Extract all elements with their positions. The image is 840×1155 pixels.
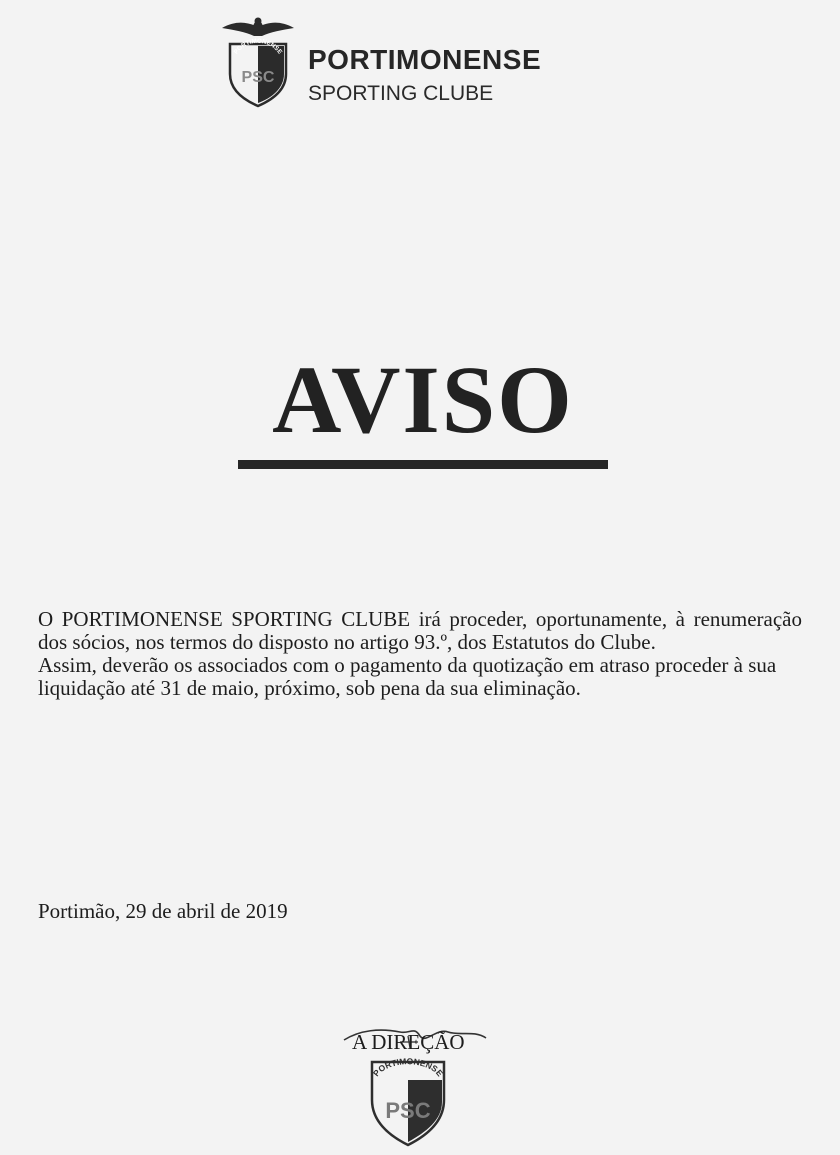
crest-ring-text: PORTIMONENSE bbox=[232, 37, 284, 56]
title-underline bbox=[238, 460, 608, 469]
psc-crest-icon bbox=[218, 16, 298, 108]
notice-body bbox=[38, 608, 802, 700]
stamp-monogram: PSC bbox=[385, 1098, 431, 1123]
signature-line: A DIREÇÃO bbox=[352, 1030, 465, 1054]
club-subtitle: SPORTING CLUBE bbox=[308, 82, 494, 105]
club-name: PORTIMONENSE bbox=[308, 44, 542, 75]
crest-monogram: PSC bbox=[241, 69, 275, 86]
svg-text:PORTIMONENSE bbox=[371, 1056, 445, 1078]
notice-paragraph-2: Assim, deverão os associados com o pagamento da quotização em atraso proceder à sua liquidação até 31 de maio, próximo, sob pena da sua eliminação. bbox=[38, 653, 777, 700]
place-date: Portimão, 29 de abril de 2019 bbox=[38, 899, 288, 923]
letterhead bbox=[218, 16, 542, 116]
stamp-ring-text: PORTIMONENSE bbox=[370, 1056, 446, 1079]
club-stamp-icon bbox=[366, 1050, 450, 1148]
notice-title: AVISO bbox=[272, 346, 574, 453]
notice-paragraph-1: O PORTIMONENSE SPORTING CLUBE irá proceder, oportunamente, à renumeração dos sócios, nos termos do disposto no artigo 93.º, dos Estatutos do Clube. bbox=[38, 607, 802, 654]
